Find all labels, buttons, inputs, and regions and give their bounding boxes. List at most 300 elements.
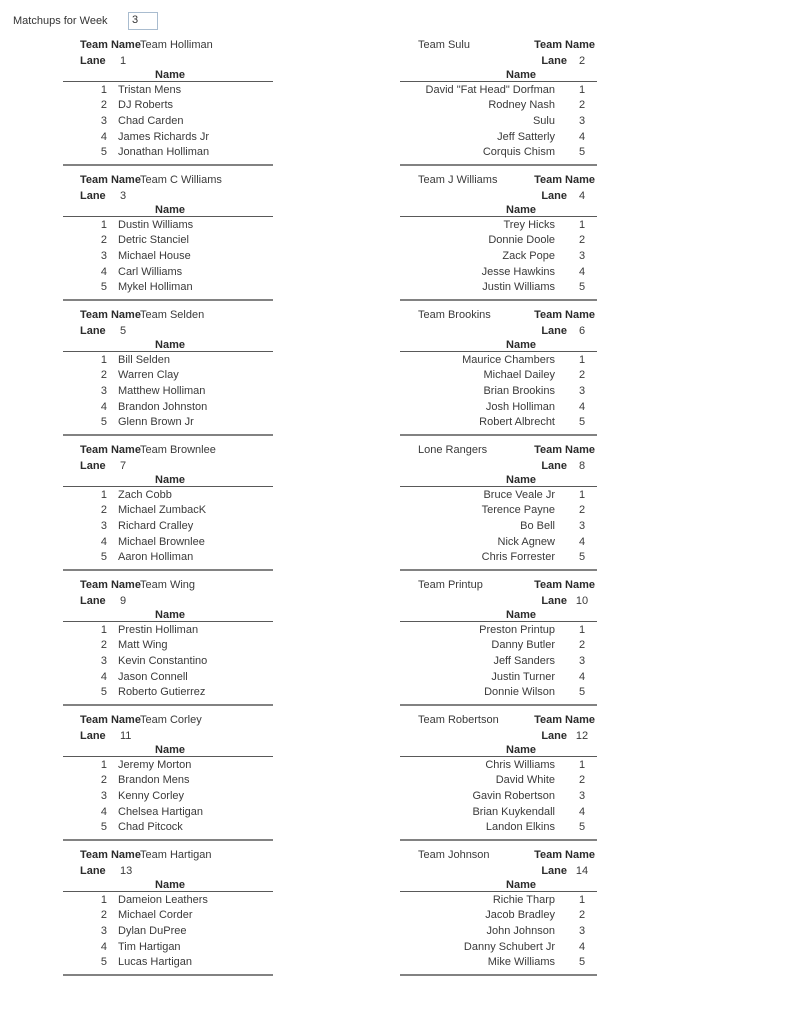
player-name: Richard Cralley [118, 519, 194, 532]
player-number: 5 [100, 821, 107, 834]
player-row [400, 669, 597, 685]
name-column-header: Name [63, 474, 273, 487]
player-number: 4 [100, 940, 107, 953]
lane-value: 14 [575, 865, 589, 877]
player-row [400, 622, 597, 638]
player-number: 5 [578, 686, 586, 699]
player-row [63, 684, 273, 700]
player-row [63, 939, 273, 955]
matchup-block [63, 31, 273, 166]
player-row [63, 534, 273, 550]
player-number: 4 [100, 670, 107, 683]
block-divider [63, 299, 273, 301]
player-row [400, 503, 597, 519]
lane-label: Lane [541, 595, 567, 607]
player-name: Jesse Hawkins [481, 265, 555, 278]
team-name-value: Team Corley [140, 714, 202, 726]
player-row [400, 487, 597, 503]
player-number: 2 [100, 99, 107, 112]
player-name: Rodney Nash [488, 99, 555, 112]
week-number-cell[interactable]: 3 [128, 12, 158, 30]
player-name: Mykel Holliman [118, 281, 193, 294]
player-number: 1 [578, 488, 586, 501]
player-row [400, 954, 597, 970]
player-number: 5 [578, 551, 586, 564]
player-name: Dameion Leathers [118, 893, 208, 906]
lane-row [63, 53, 273, 69]
name-column-header: Name [63, 204, 273, 217]
matchup-block [400, 841, 597, 976]
player-name: John Johnson [486, 924, 555, 937]
player-name: Roberto Gutierrez [118, 686, 206, 699]
player-number: 5 [100, 551, 107, 564]
player-row [63, 518, 273, 534]
player-row [63, 954, 273, 970]
player-number: 1 [100, 758, 107, 771]
lane-value: 3 [120, 190, 127, 202]
players-list [400, 892, 597, 970]
player-number: 2 [578, 369, 586, 382]
lane-row [400, 863, 597, 879]
player-row [400, 819, 597, 835]
player-row [400, 82, 597, 98]
block-divider [63, 164, 273, 166]
team-name-value: Team Printup [418, 579, 483, 591]
player-name: Donnie Wilson [484, 686, 555, 699]
player-number: 5 [100, 956, 107, 969]
lane-value: 13 [120, 865, 133, 877]
player-row [400, 804, 597, 820]
player-row [63, 82, 273, 98]
player-number: 4 [100, 805, 107, 818]
matchup-block [400, 166, 597, 301]
player-name: Lucas Hartigan [118, 956, 192, 969]
player-name: Donnie Doole [488, 234, 555, 247]
player-row [63, 217, 273, 233]
player-name: Bo Bell [520, 519, 555, 532]
block-divider [63, 434, 273, 436]
player-name: Dustin Williams [118, 218, 194, 231]
player-name: Chris Williams [485, 758, 555, 771]
player-row [63, 248, 273, 264]
player-row [400, 534, 597, 550]
player-row [63, 487, 273, 503]
player-name: James Richards Jr [118, 130, 210, 143]
player-number: 3 [100, 114, 107, 127]
team-name-label: Team Name [534, 39, 595, 51]
players-list [63, 757, 273, 835]
week-header [13, 12, 158, 30]
team-name-value: Team Wing [140, 579, 196, 591]
player-number: 1 [578, 893, 586, 906]
team-name-value: Team Robertson [418, 714, 499, 726]
matchups-week-label: Matchups for Week [13, 15, 108, 27]
team-row [63, 37, 273, 53]
name-column-header: Name [63, 69, 273, 82]
player-name: David White [495, 774, 555, 787]
block-divider [63, 974, 273, 976]
player-name: Tristan Mens [118, 83, 182, 96]
matchup-block [400, 436, 597, 571]
team-name-label: Team Name [80, 174, 141, 186]
team-name-label: Team Name [80, 849, 141, 861]
lane-row [400, 323, 597, 339]
player-number: 4 [578, 805, 586, 818]
lane-value: 5 [120, 325, 127, 337]
player-number: 2 [100, 504, 107, 517]
player-number: 2 [100, 774, 107, 787]
lane-value: 1 [120, 55, 127, 67]
lane-label: Lane [541, 865, 567, 877]
name-column-header: Name [63, 744, 273, 757]
lane-row [63, 458, 273, 474]
player-name: Terence Payne [481, 504, 555, 517]
block-divider [400, 164, 597, 166]
player-number: 2 [578, 504, 586, 517]
player-number: 3 [100, 384, 107, 397]
player-number: 3 [578, 114, 586, 127]
player-row [400, 279, 597, 295]
player-name: Chad Pitcock [118, 821, 183, 834]
player-name: Preston Printup [479, 623, 555, 636]
player-number: 1 [578, 623, 586, 636]
lane-label: Lane [541, 55, 567, 67]
player-name: Bruce Veale Jr [483, 488, 555, 501]
player-name: Matthew Holliman [118, 384, 206, 397]
lane-label: Lane [80, 595, 106, 607]
matchup-block [63, 436, 273, 571]
player-row [400, 414, 597, 430]
player-row [400, 923, 597, 939]
players-list [63, 892, 273, 970]
players-list [400, 622, 597, 700]
players-list [63, 217, 273, 295]
player-row [63, 638, 273, 654]
player-number: 3 [578, 249, 586, 262]
player-row [400, 248, 597, 264]
player-number: 3 [578, 654, 586, 667]
player-name: Michael Dailey [483, 369, 555, 382]
player-name: Jeff Satterly [497, 130, 555, 143]
player-name: Gavin Robertson [472, 789, 555, 802]
player-name: Zach Cobb [118, 488, 172, 501]
name-column-header: Name [400, 69, 597, 82]
player-number: 5 [578, 146, 586, 159]
lane-row [63, 728, 273, 744]
player-name: Chad Carden [118, 114, 184, 127]
players-list [63, 82, 273, 160]
players-list [400, 487, 597, 565]
player-number: 3 [578, 384, 586, 397]
player-number: 3 [100, 519, 107, 532]
player-number: 5 [100, 146, 107, 159]
player-number: 1 [100, 353, 107, 366]
name-column-header: Name [400, 744, 597, 757]
player-name: Mike Williams [487, 956, 555, 969]
player-number: 3 [578, 519, 586, 532]
lane-value: 8 [578, 460, 586, 472]
player-name: Chris Forrester [481, 551, 555, 564]
player-name: Brandon Mens [118, 774, 190, 787]
block-divider [400, 434, 597, 436]
player-row [400, 653, 597, 669]
name-column-header: Name [400, 474, 597, 487]
player-name: Brian Kuykendall [472, 805, 555, 818]
player-name: Justin Williams [482, 281, 555, 294]
matchup-block [400, 31, 597, 166]
player-number: 5 [578, 821, 586, 834]
player-name: Kevin Constantino [118, 654, 208, 667]
team-row [63, 172, 273, 188]
name-column-header: Name [63, 609, 273, 622]
team-name-value: Team Hartigan [140, 849, 212, 861]
name-column-header: Name [63, 879, 273, 892]
block-divider [400, 974, 597, 976]
player-name: Michael Corder [118, 909, 193, 922]
player-name: Corquis Chism [482, 146, 555, 159]
lane-row [400, 458, 597, 474]
team-name-value: Team J Williams [418, 174, 498, 186]
player-number: 1 [100, 623, 107, 636]
player-row [400, 383, 597, 399]
player-row [400, 908, 597, 924]
player-number: 2 [578, 639, 586, 652]
player-number: 1 [578, 83, 586, 96]
team-name-label: Team Name [80, 444, 141, 456]
player-row [63, 908, 273, 924]
team-name-value: Team Brookins [418, 309, 491, 321]
player-name: Chelsea Hartigan [118, 805, 203, 818]
player-row [400, 518, 597, 534]
player-row [63, 669, 273, 685]
player-name: Trey Hicks [503, 218, 555, 231]
player-row [63, 757, 273, 773]
lane-row [63, 188, 273, 204]
player-row [63, 399, 273, 415]
name-column-header: Name [400, 879, 597, 892]
team-row [400, 577, 597, 593]
player-number: 3 [100, 924, 107, 937]
team-row [63, 307, 273, 323]
team-name-label: Team Name [534, 444, 595, 456]
lane-label: Lane [80, 325, 106, 337]
player-name: Glenn Brown Jr [118, 416, 194, 429]
team-name-value: Team Sulu [418, 39, 470, 51]
team-name-value: Team Brownlee [140, 444, 216, 456]
team-row [63, 847, 273, 863]
player-number: 5 [578, 281, 586, 294]
player-name: Aaron Holliman [118, 551, 194, 564]
lane-label: Lane [80, 55, 106, 67]
matchup-block [63, 841, 273, 976]
player-name: Michael House [118, 249, 191, 262]
player-name: Jason Connell [118, 670, 188, 683]
player-name: Danny Schubert Jr [463, 940, 555, 953]
lane-value: 12 [575, 730, 589, 742]
block-divider [63, 839, 273, 841]
team-row [400, 37, 597, 53]
player-row [400, 368, 597, 384]
matchup-block [63, 706, 273, 841]
player-number: 3 [578, 924, 586, 937]
lane-value: 2 [578, 55, 586, 67]
player-number: 5 [578, 416, 586, 429]
block-divider [400, 299, 597, 301]
team-name-value: Team C Williams [140, 174, 222, 186]
team-row [400, 442, 597, 458]
player-row [400, 352, 597, 368]
player-row [63, 383, 273, 399]
player-name: Richie Tharp [492, 893, 555, 906]
player-row [63, 819, 273, 835]
matchup-block [400, 706, 597, 841]
matchup-block [63, 301, 273, 436]
player-number: 4 [578, 670, 586, 683]
player-row [63, 264, 273, 280]
block-divider [63, 569, 273, 571]
player-number: 1 [100, 488, 107, 501]
player-row [400, 892, 597, 908]
player-name: Landon Elkins [485, 821, 555, 834]
player-name: Josh Holliman [485, 400, 555, 413]
player-name: Bill Selden [118, 353, 170, 366]
player-name: Matt Wing [118, 639, 168, 652]
player-row [63, 923, 273, 939]
player-name: Brian Brookins [483, 384, 555, 397]
player-name: Carl Williams [118, 265, 183, 278]
player-number: 4 [100, 400, 107, 413]
player-number: 1 [578, 758, 586, 771]
player-row [400, 264, 597, 280]
player-row [63, 144, 273, 160]
player-number: 5 [100, 686, 107, 699]
players-list [400, 757, 597, 835]
team-name-value: Team Johnson [418, 849, 490, 861]
player-number: 1 [100, 218, 107, 231]
player-row [400, 144, 597, 160]
lane-label: Lane [541, 460, 567, 472]
team-row [400, 847, 597, 863]
player-number: 1 [578, 218, 586, 231]
matchup-block [400, 301, 597, 436]
name-column-header: Name [400, 339, 597, 352]
team-name-value: Team Selden [140, 309, 205, 321]
players-list [400, 352, 597, 430]
player-row [400, 638, 597, 654]
lane-value: 10 [575, 595, 589, 607]
player-number: 4 [578, 130, 586, 143]
left-teams-column [63, 31, 273, 976]
player-row [63, 549, 273, 565]
player-number: 4 [100, 130, 107, 143]
player-row [63, 653, 273, 669]
players-list [400, 217, 597, 295]
player-name: Sulu [532, 114, 555, 127]
player-name: Jacob Bradley [485, 909, 555, 922]
player-row [63, 503, 273, 519]
player-number: 2 [100, 369, 107, 382]
player-number: 3 [578, 789, 586, 802]
player-number: 2 [578, 909, 586, 922]
player-number: 3 [100, 789, 107, 802]
lane-label: Lane [80, 730, 106, 742]
lane-label: Lane [80, 865, 106, 877]
right-teams-column [400, 31, 597, 976]
player-name: Jeff Sanders [493, 654, 555, 667]
player-number: 2 [578, 234, 586, 247]
lane-row [400, 53, 597, 69]
player-row [63, 788, 273, 804]
player-name: Warren Clay [118, 369, 179, 382]
player-number: 1 [100, 893, 107, 906]
lane-value: 7 [120, 460, 127, 472]
player-row [63, 352, 273, 368]
player-number: 4 [100, 265, 107, 278]
matchup-block [63, 166, 273, 301]
lane-label: Lane [80, 460, 106, 472]
player-number: 1 [100, 83, 107, 96]
player-row [63, 414, 273, 430]
lane-row [400, 188, 597, 204]
player-number: 4 [578, 400, 586, 413]
team-name-label: Team Name [534, 309, 595, 321]
matchup-block [63, 571, 273, 706]
lane-label: Lane [541, 730, 567, 742]
player-name: Robert Albrecht [479, 416, 555, 429]
player-name: Jonathan Holliman [118, 146, 210, 159]
player-name: Michael ZumbacK [118, 504, 207, 517]
player-number: 2 [100, 639, 107, 652]
team-row [63, 577, 273, 593]
lane-row [63, 863, 273, 879]
player-row [63, 804, 273, 820]
player-row [400, 233, 597, 249]
player-row [400, 129, 597, 145]
player-row [63, 773, 273, 789]
player-row [400, 788, 597, 804]
team-name-label: Team Name [80, 579, 141, 591]
player-name: Brandon Johnston [118, 400, 208, 413]
team-name-value: Team Holliman [140, 39, 213, 51]
lane-row [63, 593, 273, 609]
players-list [400, 82, 597, 160]
players-list [63, 352, 273, 430]
player-number: 2 [578, 774, 586, 787]
lane-value: 4 [578, 190, 586, 202]
team-name-label: Team Name [534, 714, 595, 726]
player-name: Prestin Holliman [118, 623, 199, 636]
player-number: 4 [578, 265, 586, 278]
team-name-value: Lone Rangers [418, 444, 488, 456]
player-row [400, 939, 597, 955]
player-row [63, 113, 273, 129]
player-number: 2 [100, 234, 107, 247]
player-number: 3 [100, 249, 107, 262]
player-name: Nick Agnew [497, 535, 555, 548]
lane-value: 9 [120, 595, 127, 607]
player-row [63, 279, 273, 295]
lane-row [63, 323, 273, 339]
player-name: DJ Roberts [118, 99, 174, 112]
name-column-header: Name [400, 609, 597, 622]
team-name-label: Team Name [534, 579, 595, 591]
player-name: David "Fat Head" Dorfman [425, 83, 555, 96]
team-name-label: Team Name [80, 309, 141, 321]
name-column-header: Name [63, 339, 273, 352]
player-number: 4 [578, 940, 586, 953]
player-number: 4 [578, 535, 586, 548]
player-number: 2 [100, 909, 107, 922]
